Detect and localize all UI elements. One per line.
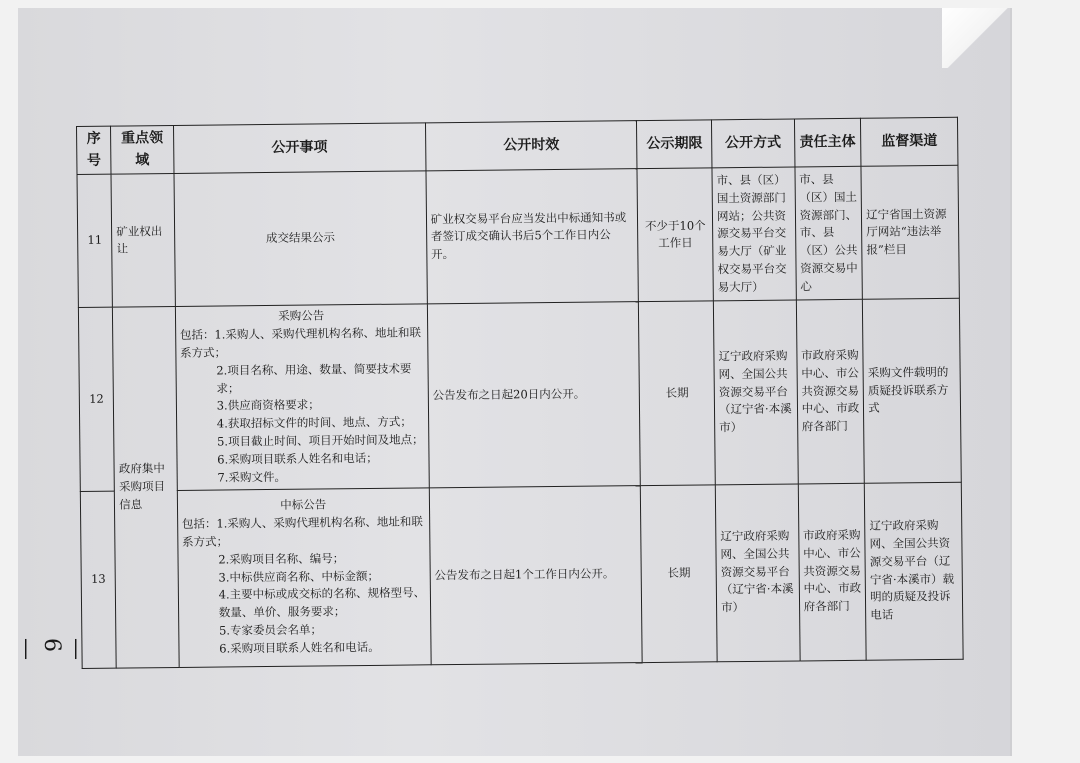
item-cell <box>177 487 431 667</box>
method-cell: 市、县（区）国土资源部门网站；公共资源交易平台交易大厅（矿业权交易平台交易大厅） <box>712 167 796 301</box>
timeliness-cell: 矿业权交易平台应当发出中标通知书或者签订成交确认书后5个工作日内公开。 <box>426 169 639 304</box>
item-line: 4.获取招标文件的时间、地点、方式； <box>216 414 412 431</box>
seq-cell: 12 <box>78 308 114 491</box>
period-cell: 长期 <box>639 301 715 485</box>
timeliness-cell: 公告发布之日起1个工作日内公开。 <box>429 485 643 664</box>
supervision-cell: 采购文件载明的质疑投诉联系方式 <box>863 299 962 483</box>
item-title: 采购公告 <box>278 308 325 324</box>
item-line: 7.采购文件。 <box>217 469 286 485</box>
header-supervision: 监督渠道 <box>861 117 958 166</box>
item-line: 2.项目名称、用途、数量、简要技术要求； <box>216 361 412 396</box>
responsible-cell: 市政府采购中心、市公共资源交易中心、市政府各部门 <box>796 300 864 484</box>
table-row <box>77 166 959 308</box>
item-cell <box>175 304 429 490</box>
item-cell: 成交结果公示 <box>174 171 427 307</box>
responsible-cell: 市、县（区）国土资源部门、市、县（区）公共资源交易中心 <box>795 167 863 301</box>
header-seq: 序号 <box>77 126 112 175</box>
header-period: 公示期限 <box>637 120 712 169</box>
item-line: 包括：1.采购人、采购代理机构名称、地址和联系方式； <box>181 514 423 549</box>
header-item: 公开事项 <box>173 123 425 174</box>
table-row <box>80 482 963 668</box>
seq-cell: 13 <box>80 491 116 668</box>
header-timeliness: 公开时效 <box>425 121 637 172</box>
header-responsible: 责任主体 <box>794 118 861 167</box>
item-line: 6.采购项目联系人姓名和电话； <box>217 450 378 467</box>
timeliness-cell: 公告发布之日起20日内公开。 <box>427 302 641 487</box>
table-row <box>78 299 961 491</box>
domain-cell: 矿业权出让 <box>111 174 175 308</box>
item-line: 4.主要中标或成交标的名称、规格型号、数量、单价、服务要求； <box>218 585 426 620</box>
supervision-cell: 辽宁省国土资源厅网站“违法举报”栏目 <box>861 166 959 300</box>
item-line: 3.中标供应商名称、中标金额； <box>218 568 380 585</box>
item-line: 2.采购项目名称、编号； <box>218 550 345 567</box>
responsible-cell: 市政府采购中心、市公共资源交易中心、市政府各部门 <box>798 483 866 661</box>
header-method: 公开方式 <box>711 119 794 168</box>
item-line: 5.专家委员会名单； <box>218 622 323 638</box>
disclosure-table <box>76 117 964 669</box>
seq-cell: 11 <box>77 175 113 308</box>
item-line: 包括：1.采购人、采购代理机构名称、地址和联系方式； <box>179 325 421 360</box>
period-cell: 长期 <box>641 484 717 662</box>
item-line: 5.项目截止时间、项目开始时间及地点； <box>216 432 424 449</box>
supervision-cell: 辽宁政府采购网、全国公共资源交易平台（辽宁省·本溪市）载明的质疑及投诉电话 <box>864 482 963 660</box>
page-number: — 6 — <box>14 638 90 662</box>
domain-cell: 政府集中采购项目信息 <box>113 307 179 668</box>
item-line: 6.采购项目联系人姓名和电话。 <box>219 639 380 656</box>
item-line: 3.供应商资格要求； <box>216 397 320 413</box>
method-cell: 辽宁政府采购网、全国公共资源交易平台（辽宁省·本溪市） <box>713 300 798 484</box>
header-domain: 重点领域 <box>111 125 174 174</box>
period-cell: 不少于10个工作日 <box>637 168 713 302</box>
method-cell: 辽宁政府采购网、全国公共资源交易平台（辽宁省·本溪市） <box>715 483 800 661</box>
page-fold <box>942 8 1012 68</box>
item-title: 中标公告 <box>280 497 327 513</box>
